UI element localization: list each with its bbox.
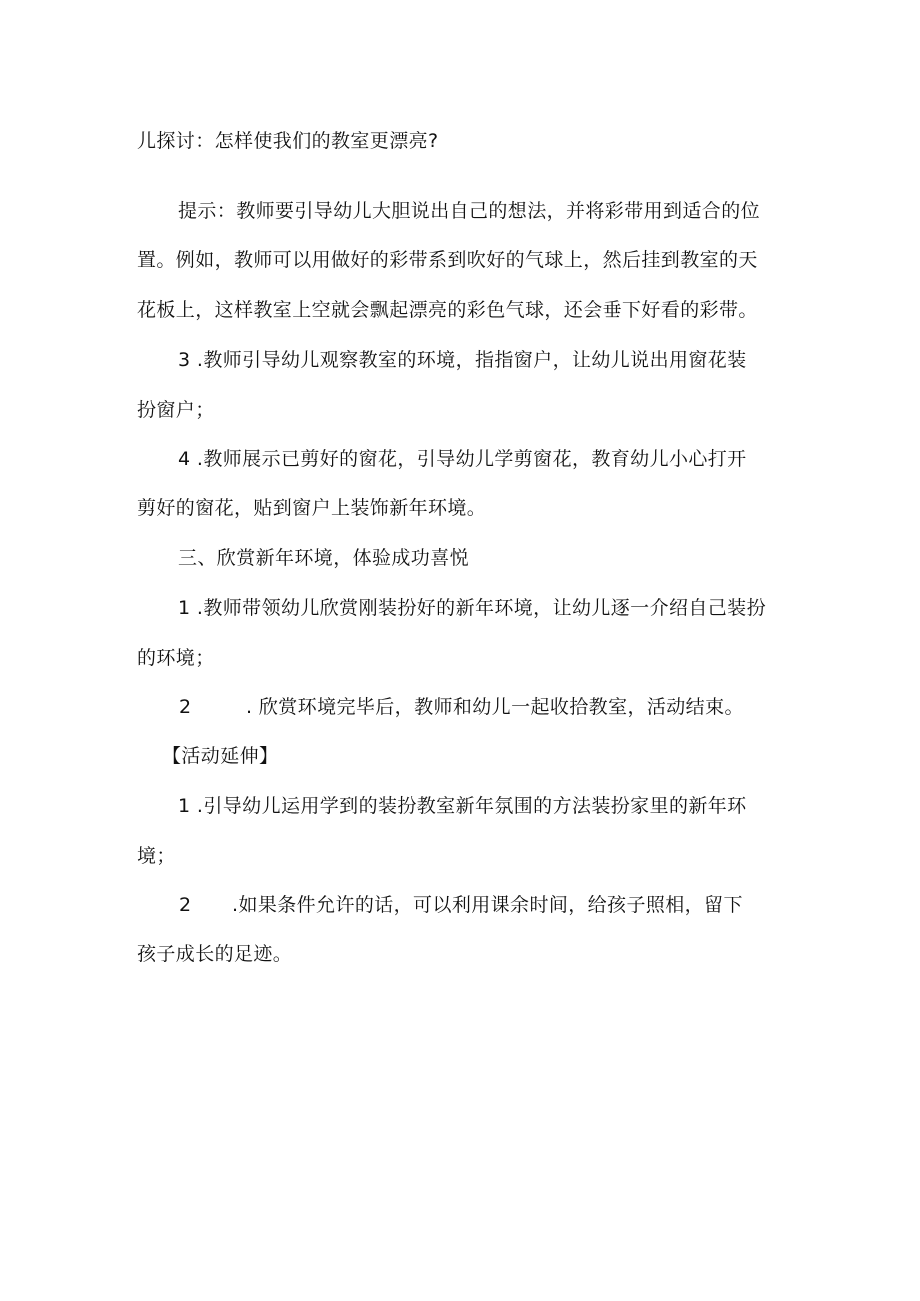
section-heading: 三、欣赏新年环境，体验成功喜悦: [178, 547, 470, 569]
text-line-3: 置。例如，教师可以用做好的彩带系到吹好的气球上，然后挂到教室的天: [137, 249, 758, 271]
text-line-8: 剪好的窗花，贴到窗户上装饰新年环境。: [137, 497, 487, 519]
text-line-2: 提示：教师要引导幼儿大胆说出自己的想法，并将彩带用到适合的位: [178, 200, 761, 222]
text-line-11: 的环境；: [137, 647, 215, 669]
text-line-18: .如果条件允许的话，可以利用课余时间，给孩子照相，留下: [232, 894, 743, 916]
text-line-19: 孩子成长的足迹。: [137, 943, 293, 965]
text-line-1: 儿探讨：怎样使我们的教室更漂亮?: [137, 130, 439, 152]
list-number: 2: [179, 894, 192, 916]
text-line-16: 境；: [137, 845, 176, 867]
list-number: 2: [179, 696, 192, 718]
text-line-10: 1 .教师带领幼儿欣赏刚装扮好的新年环境，让幼儿逐一介绍自己装扮: [178, 597, 766, 619]
text-line-7: 4 .教师展示已剪好的窗花，引导幼儿学剪窗花，教育幼儿小心打开: [178, 448, 747, 470]
text-line-13: . 欣赏环境完毕后，教师和幼儿一起收拾教室，活动结束。: [246, 696, 744, 718]
text-line-4: 花板上，这样教室上空就会飘起漂亮的彩色气球，还会垂下好看的彩带。: [137, 299, 758, 321]
text-line-15: 1 .引导幼儿运用学到的装扮教室新年氛围的方法装扮家里的新年环: [178, 795, 747, 817]
text-line-6: 扮窗户；: [137, 399, 215, 421]
activity-extension-heading: 【活动延伸】: [162, 745, 279, 767]
text-line-5: 3 .教师引导幼儿观察教室的环境，指指窗户，让幼儿说出用窗花装: [178, 349, 747, 371]
